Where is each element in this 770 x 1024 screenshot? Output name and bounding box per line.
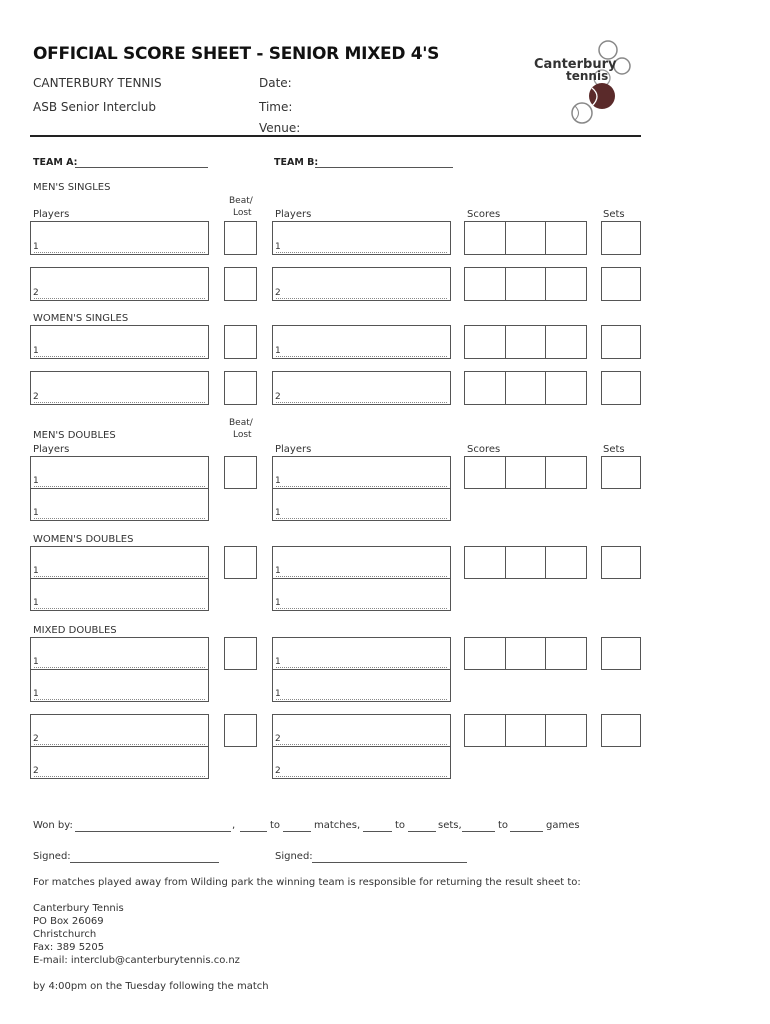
row-number: 2: [33, 392, 39, 402]
to-label-1: to: [270, 820, 281, 831]
row-number: 1: [275, 346, 281, 356]
beat-lost-box[interactable]: [224, 371, 257, 405]
player-a-field[interactable]: [30, 546, 209, 579]
competition-name: ASB Senior Interclub: [33, 100, 156, 114]
dotted-guide: [276, 486, 447, 487]
deadline-text: by 4:00pm on the Tuesday following the match: [33, 981, 269, 992]
dotted-guide: [34, 518, 205, 519]
player-a-field[interactable]: [30, 371, 209, 405]
dotted-guide: [276, 667, 447, 668]
player-a-field[interactable]: [30, 714, 209, 747]
section-mixed-doubles: MIXED DOUBLES: [33, 625, 117, 636]
won-matches-field[interactable]: [240, 831, 267, 832]
won-sets-field[interactable]: [363, 831, 392, 832]
sets-box[interactable]: [601, 714, 641, 747]
dotted-guide: [34, 402, 205, 403]
sets-box[interactable]: [601, 325, 641, 359]
dotted-guide: [276, 252, 447, 253]
score-cell[interactable]: [545, 546, 587, 579]
player-a-partner-field[interactable]: [30, 669, 209, 702]
dotted-guide: [276, 356, 447, 357]
beat-lost-box[interactable]: [224, 546, 257, 579]
lost-games-field[interactable]: [510, 831, 543, 832]
dotted-guide: [34, 699, 205, 700]
row-number: 1: [33, 598, 39, 608]
player-b-field[interactable]: [272, 371, 451, 405]
player-b-field[interactable]: [272, 546, 451, 579]
score-cell[interactable]: [505, 714, 546, 747]
address-line: Christchurch: [33, 929, 97, 940]
header-rule: [30, 135, 641, 137]
page-title: OFFICIAL SCORE SHEET - SENIOR MIXED 4'S: [33, 44, 440, 64]
sets-box[interactable]: [601, 546, 641, 579]
row-number: 2: [275, 288, 281, 298]
score-cell[interactable]: [505, 325, 546, 359]
players-label-a2: Players: [33, 444, 70, 455]
row-number: 1: [33, 566, 39, 576]
player-b-partner-field[interactable]: [272, 488, 451, 521]
score-cell[interactable]: [464, 221, 506, 255]
row-number: 2: [275, 734, 281, 744]
score-cell[interactable]: [545, 714, 587, 747]
dotted-guide: [276, 776, 447, 777]
comma-label: ,: [232, 820, 236, 831]
won-games-field[interactable]: [462, 831, 495, 832]
sets-box[interactable]: [601, 637, 641, 670]
section-womens-doubles: WOMEN'S DOUBLES: [33, 534, 134, 545]
score-cell[interactable]: [545, 371, 587, 405]
score-cell[interactable]: [505, 637, 546, 670]
team-a-field[interactable]: [75, 167, 208, 168]
score-cell[interactable]: [464, 546, 506, 579]
dotted-guide: [276, 402, 447, 403]
player-b-field[interactable]: [272, 456, 451, 489]
row-number: 2: [33, 766, 39, 776]
score-cell[interactable]: [464, 637, 506, 670]
scores-label-1: Scores: [467, 209, 501, 220]
beat-lost-box[interactable]: [224, 267, 257, 301]
row-number: 1: [275, 242, 281, 252]
player-a-field[interactable]: [30, 456, 209, 489]
score-cell[interactable]: [464, 714, 506, 747]
time-label: Time:: [259, 100, 293, 114]
beat-lost-label-1a: Beat/: [229, 196, 253, 206]
beat-lost-box[interactable]: [224, 637, 257, 670]
lost-matches-field[interactable]: [283, 831, 311, 832]
address-line: PO Box 26069: [33, 916, 104, 927]
signed-field-a[interactable]: [70, 862, 219, 863]
address-line: Canterbury Tennis: [33, 903, 124, 914]
row-number: 1: [33, 689, 39, 699]
org-name: CANTERBURY TENNIS: [33, 76, 162, 90]
section-mens-doubles: MEN'S DOUBLES: [33, 430, 116, 441]
dotted-guide: [276, 608, 447, 609]
sets-box[interactable]: [601, 371, 641, 405]
row-number: 2: [33, 734, 39, 744]
won-by-label: Won by:: [33, 820, 73, 831]
row-number: 1: [33, 508, 39, 518]
sets-box[interactable]: [601, 456, 641, 489]
sets-footer-label: sets,: [438, 820, 462, 831]
lost-sets-field[interactable]: [408, 831, 436, 832]
to-label-3: to: [498, 820, 509, 831]
row-number: 1: [275, 476, 281, 486]
signed-label-a: Signed:: [33, 851, 71, 862]
score-cell[interactable]: [545, 637, 587, 670]
address-line: Fax: 389 5205: [33, 942, 105, 953]
player-a-field[interactable]: [30, 325, 209, 359]
row-number: 2: [275, 392, 281, 402]
row-number: 1: [275, 598, 281, 608]
score-cell[interactable]: [505, 221, 546, 255]
score-cell[interactable]: [545, 325, 587, 359]
email-line: E-mail: interclub@canterburytennis.co.nz: [33, 955, 240, 966]
player-b-field[interactable]: [272, 714, 451, 747]
player-b-partner-field[interactable]: [272, 669, 451, 702]
score-cell[interactable]: [464, 325, 506, 359]
sets-box[interactable]: [601, 267, 641, 301]
score-cell[interactable]: [464, 267, 506, 301]
player-a-field[interactable]: [30, 637, 209, 670]
score-cell[interactable]: [505, 546, 546, 579]
beat-lost-box[interactable]: [224, 456, 257, 489]
dotted-guide: [34, 667, 205, 668]
dotted-guide: [276, 699, 447, 700]
games-label: games: [546, 820, 580, 831]
player-b-field[interactable]: [272, 267, 451, 301]
team-a-label: TEAM A:: [33, 157, 78, 168]
logo-text-line2: tennis: [566, 69, 609, 83]
row-number: 1: [33, 346, 39, 356]
dotted-guide: [276, 298, 447, 299]
dotted-guide: [276, 576, 447, 577]
to-label-2: to: [395, 820, 406, 831]
signed-field-b[interactable]: [312, 862, 467, 863]
signed-label-b: Signed:: [275, 851, 313, 862]
beat-lost-label-2b: Lost: [233, 430, 252, 440]
beat-lost-box[interactable]: [224, 714, 257, 747]
row-number: 1: [275, 689, 281, 699]
dotted-guide: [34, 576, 205, 577]
dotted-guide: [34, 486, 205, 487]
return-instruction: For matches played away from Wilding park the winning team is responsible for returning the result sheet to:: [33, 877, 581, 888]
row-number: 1: [275, 566, 281, 576]
date-label: Date:: [259, 76, 292, 90]
row-number: 1: [275, 657, 281, 667]
score-cell[interactable]: [505, 456, 546, 489]
dotted-guide: [276, 744, 447, 745]
player-b-partner-field[interactable]: [272, 746, 451, 779]
score-cell[interactable]: [545, 221, 587, 255]
row-number: 1: [33, 242, 39, 252]
player-a-field[interactable]: [30, 267, 209, 301]
beat-lost-label-2a: Beat/: [229, 418, 253, 428]
players-label-b2: Players: [275, 444, 312, 455]
dotted-guide: [34, 776, 205, 777]
dotted-guide: [34, 298, 205, 299]
score-cell[interactable]: [464, 456, 506, 489]
beat-lost-box[interactable]: [224, 325, 257, 359]
player-a-partner-field[interactable]: [30, 488, 209, 521]
player-a-field[interactable]: [30, 221, 209, 255]
player-b-field[interactable]: [272, 637, 451, 670]
dotted-guide: [34, 608, 205, 609]
row-number: 1: [33, 657, 39, 667]
sets-label-2: Sets: [603, 444, 625, 455]
scores-label-2: Scores: [467, 444, 501, 455]
canterbury-tennis-logo: [530, 38, 640, 128]
beat-lost-label-1b: Lost: [233, 208, 252, 218]
row-number: 1: [33, 476, 39, 486]
score-cell[interactable]: [505, 371, 546, 405]
player-a-partner-field[interactable]: [30, 746, 209, 779]
player-a-partner-field[interactable]: [30, 578, 209, 611]
won-by-field[interactable]: [75, 831, 231, 832]
sets-label-1: Sets: [603, 209, 625, 220]
dotted-guide: [276, 518, 447, 519]
row-number: 2: [275, 766, 281, 776]
team-b-field[interactable]: [315, 167, 453, 168]
player-b-field[interactable]: [272, 325, 451, 359]
player-b-field[interactable]: [272, 221, 451, 255]
row-number: 2: [33, 288, 39, 298]
section-womens-singles: WOMEN'S SINGLES: [33, 313, 129, 324]
score-cell[interactable]: [545, 267, 587, 301]
dotted-guide: [34, 744, 205, 745]
score-cell[interactable]: [464, 371, 506, 405]
score-cell[interactable]: [545, 456, 587, 489]
players-label-b1: Players: [275, 209, 312, 220]
section-mens-singles: MEN'S SINGLES: [33, 182, 111, 193]
matches-label: matches,: [314, 820, 361, 831]
beat-lost-box[interactable]: [224, 221, 257, 255]
logo-text-line1: Canterbury: [534, 57, 617, 72]
team-b-label: TEAM B:: [274, 157, 319, 168]
dotted-guide: [34, 252, 205, 253]
venue-label: Venue:: [259, 121, 301, 135]
dotted-guide: [34, 356, 205, 357]
sets-box[interactable]: [601, 221, 641, 255]
row-number: 1: [275, 508, 281, 518]
score-cell[interactable]: [505, 267, 546, 301]
players-label-a1: Players: [33, 209, 70, 220]
player-b-partner-field[interactable]: [272, 578, 451, 611]
tennis-balls-icon: [530, 38, 640, 128]
